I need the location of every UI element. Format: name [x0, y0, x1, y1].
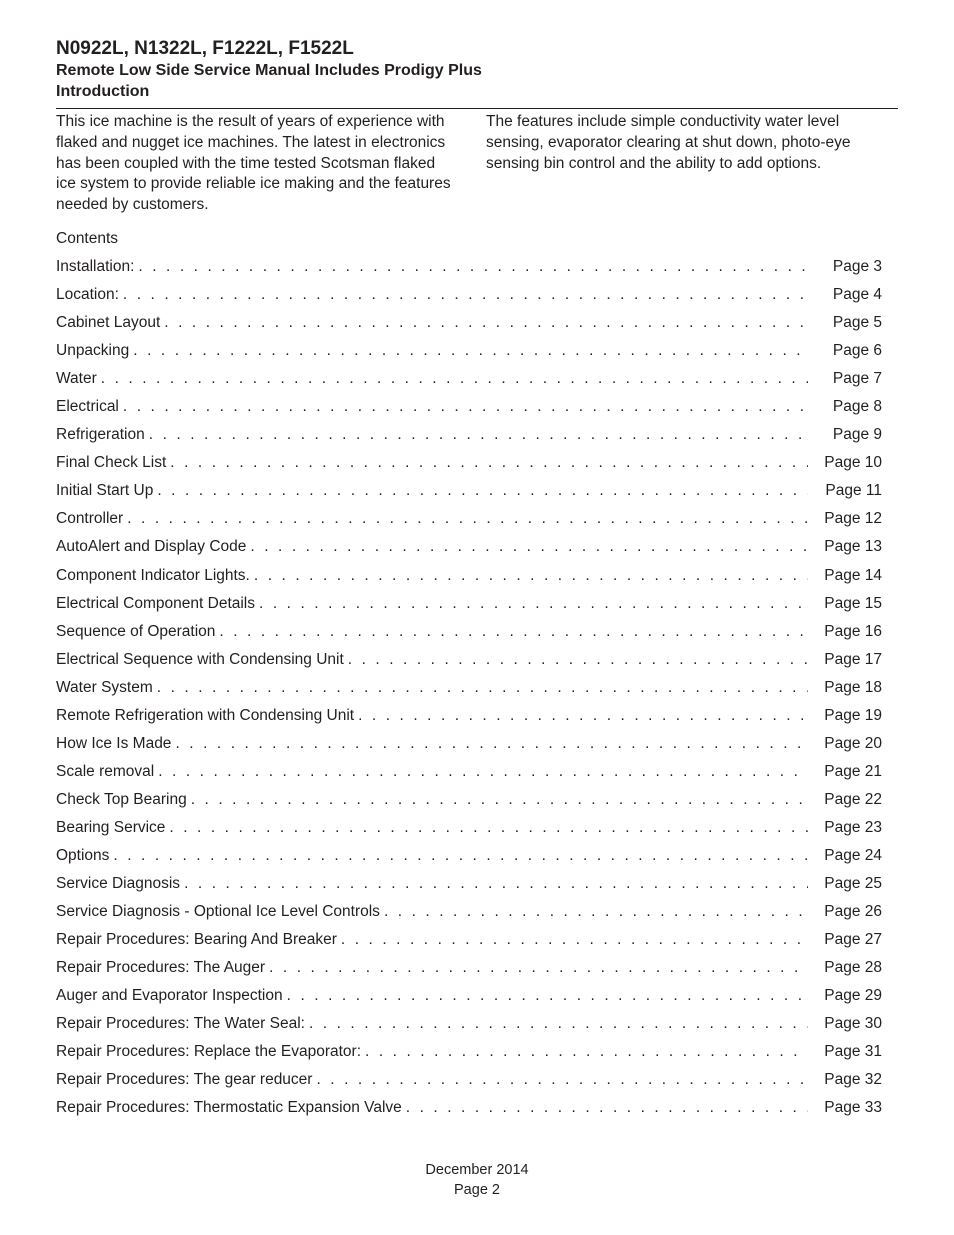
toc-entry-page: Page 7 [832, 370, 882, 388]
toc-entry[interactable] [56, 425, 882, 453]
toc-entry-page: Page 15 [824, 594, 882, 612]
toc-entry-page: Page 6 [832, 342, 882, 360]
toc-entry-page: Page 26 [824, 903, 882, 921]
toc-entry-title: Electrical [56, 398, 119, 416]
toc-entry-page: Page 24 [824, 846, 882, 864]
toc-entry[interactable] [56, 1014, 882, 1042]
document-subtitle: Remote Low Side Service Manual Includes Prodigy Plus [56, 62, 482, 79]
toc-dot-leader [113, 846, 808, 866]
toc-dot-leader [169, 818, 808, 838]
toc-entry-title: Location: [56, 286, 119, 304]
toc-entry[interactable] [56, 762, 882, 790]
toc-entry-page: Page 23 [824, 818, 882, 836]
toc-entry-title: Scale removal [56, 762, 155, 780]
toc-entry-page: Page 30 [824, 1015, 882, 1033]
document-title: N0922L, N1322L, F1222L, F1522L [56, 38, 354, 59]
toc-entry[interactable] [56, 818, 882, 846]
toc-entry[interactable] [56, 369, 882, 397]
toc-dot-leader [191, 790, 808, 810]
toc-entry-title: Service Diagnosis [56, 875, 181, 893]
toc-entry-title: Electrical Sequence with Condensing Unit [56, 650, 344, 668]
toc-entry-title: Final Check List [56, 454, 167, 472]
toc-dot-leader [269, 958, 808, 978]
toc-entry-title: Refrigeration [56, 426, 145, 444]
toc-entry-page: Page 32 [824, 1071, 882, 1089]
toc-entry-page: Page 22 [824, 790, 882, 808]
toc-entry-page: Page 11 [825, 482, 882, 500]
toc-dot-leader [123, 285, 808, 305]
toc-entry[interactable] [56, 790, 882, 818]
toc-entry-title: Water [56, 370, 97, 388]
toc-entry-title: Cabinet Layout [56, 314, 161, 332]
toc-entry-title: Component Indicator Lights. [56, 566, 250, 584]
toc-entry[interactable] [56, 566, 882, 594]
toc-entry-title: Controller [56, 510, 124, 528]
toc-dot-leader [348, 650, 808, 670]
toc-entry[interactable] [56, 846, 882, 874]
toc-entry-title: Repair Procedures: The gear reducer [56, 1071, 313, 1089]
toc-dot-leader [358, 706, 808, 726]
toc-entry-title: How Ice Is Made [56, 734, 172, 752]
toc-dot-leader [158, 762, 808, 782]
toc-entry-page: Page 4 [832, 286, 882, 304]
toc-entry-page: Page 25 [824, 875, 882, 893]
toc-entry[interactable] [56, 650, 882, 678]
header-divider [56, 108, 898, 109]
toc-dot-leader [365, 1042, 808, 1062]
toc-entry[interactable] [56, 706, 882, 734]
toc-entry-page: Page 29 [824, 987, 882, 1005]
toc-entry[interactable] [56, 481, 882, 509]
toc-entry-page: Page 3 [832, 258, 882, 275]
intro-paragraph-right: The features include simple conductivity water level sensing, evaporator clearing at shut down, photo-eye sensing bin control and the ability to add options. [486, 113, 851, 172]
toc-entry-page: Page 9 [832, 426, 882, 444]
footer-page-number: Page 2 [454, 1182, 500, 1198]
toc-entry-page: Page 8 [832, 398, 882, 416]
toc-entry[interactable] [56, 622, 882, 650]
contents-heading: Contents [56, 230, 119, 247]
footer-date: December 2014 [425, 1162, 529, 1178]
toc-dot-leader [254, 566, 808, 586]
toc-entry-page: Page 20 [824, 734, 882, 752]
toc-entry[interactable] [56, 1098, 882, 1126]
toc-entry[interactable] [56, 285, 882, 313]
toc-entry-page: Page 28 [824, 959, 882, 977]
toc-entry-title: Remote Refrigeration with Condensing Unit [56, 706, 355, 724]
toc-dot-leader [133, 341, 808, 361]
toc-entry[interactable] [56, 257, 882, 285]
toc-entry-title: Bearing Service [56, 818, 166, 836]
toc-entry-page: Page 5 [832, 314, 882, 332]
toc-entry-page: Page 17 [824, 650, 882, 668]
section-title: Introduction [56, 83, 150, 100]
toc-entry[interactable] [56, 958, 882, 986]
toc-entry-title: Options [56, 846, 110, 864]
toc-entry-title: Water System [56, 678, 153, 696]
toc-entry-title: Auger and Evaporator Inspection [56, 987, 283, 1005]
toc-entry[interactable] [56, 453, 882, 481]
toc-entry[interactable] [56, 537, 882, 565]
toc-dot-leader [384, 902, 808, 922]
toc-dot-leader [316, 1070, 808, 1090]
toc-entry-title: Sequence of Operation [56, 622, 216, 640]
toc-entry-page: Page 14 [824, 566, 882, 584]
toc-entry-title: Initial Start Up [56, 482, 154, 500]
toc-dot-leader [157, 678, 808, 698]
toc-entry-page: Page 19 [824, 706, 882, 724]
toc-dot-leader [157, 481, 808, 501]
toc-entry[interactable] [56, 930, 882, 958]
toc-entry-title: Check Top Bearing [56, 790, 187, 808]
toc-entry-title: Repair Procedures: The Auger [56, 959, 266, 977]
toc-entry[interactable] [56, 1042, 882, 1070]
toc-entry-page: Page 13 [824, 538, 882, 556]
toc-entry[interactable] [56, 397, 882, 425]
toc-entry-title: Repair Procedures: The Water Seal: [56, 1015, 305, 1033]
toc-entry-page: Page 12 [824, 510, 882, 528]
toc-dot-leader [219, 622, 808, 642]
toc-entry-title: Installation: [56, 258, 135, 275]
toc-entry-page: Page 33 [824, 1099, 882, 1117]
toc-entry-page: Page 16 [824, 622, 882, 640]
toc-entry[interactable] [56, 902, 882, 930]
toc-entry[interactable] [56, 678, 882, 706]
toc-entry-page: Page 31 [824, 1043, 882, 1061]
toc-entry[interactable] [56, 734, 882, 762]
toc-dot-leader [123, 397, 808, 417]
toc-entry[interactable] [56, 1070, 882, 1098]
toc-entry[interactable] [56, 874, 882, 902]
toc-dot-leader [259, 594, 808, 614]
toc-dot-leader [184, 874, 808, 894]
toc-dot-leader [170, 453, 808, 473]
toc-dot-leader [149, 425, 808, 445]
toc-dot-leader [287, 986, 808, 1006]
toc-dot-leader [309, 1014, 808, 1034]
toc-entry-title: Repair Procedures: Thermostatic Expansion Valve [56, 1099, 402, 1117]
intro-text [56, 112, 898, 216]
page-footer [0, 1160, 954, 1200]
toc-dot-leader [138, 257, 808, 277]
toc-entry-page: Page 27 [824, 931, 882, 949]
toc-dot-leader [101, 369, 808, 389]
toc-entry-title: AutoAlert and Display Code [56, 538, 247, 556]
toc-entry[interactable] [56, 509, 882, 537]
toc-dot-leader [175, 734, 808, 754]
toc-entry-title: Repair Procedures: Replace the Evaporator: [56, 1043, 361, 1061]
toc-dot-leader [164, 313, 808, 333]
document-header [56, 38, 898, 102]
toc-entry-title: Service Diagnosis - Optional Ice Level Controls [56, 903, 380, 921]
table-of-contents [56, 257, 882, 1126]
toc-entry[interactable] [56, 341, 882, 369]
toc-entry-page: Page 18 [824, 678, 882, 696]
toc-entry-title: Electrical Component Details [56, 594, 256, 612]
toc-dot-leader [250, 537, 808, 557]
toc-dot-leader [341, 930, 808, 950]
toc-entry[interactable] [56, 986, 882, 1014]
toc-entry[interactable] [56, 594, 882, 622]
intro-paragraph-left: This ice machine is the result of years of experience with flaked and nugget ice machines. The latest in electronics has been coupled with the time tested Scotsman flaked ice system to provide reliable ice making and the features needed by customers. [56, 113, 451, 214]
toc-entry-page: Page 10 [824, 454, 882, 472]
toc-entry[interactable] [56, 313, 882, 341]
toc-entry-page: Page 21 [824, 762, 882, 780]
toc-dot-leader [127, 509, 808, 529]
toc-entry-title: Unpacking [56, 342, 130, 360]
toc-entry-title: Repair Procedures: Bearing And Breaker [56, 931, 337, 949]
toc-dot-leader [406, 1098, 808, 1118]
